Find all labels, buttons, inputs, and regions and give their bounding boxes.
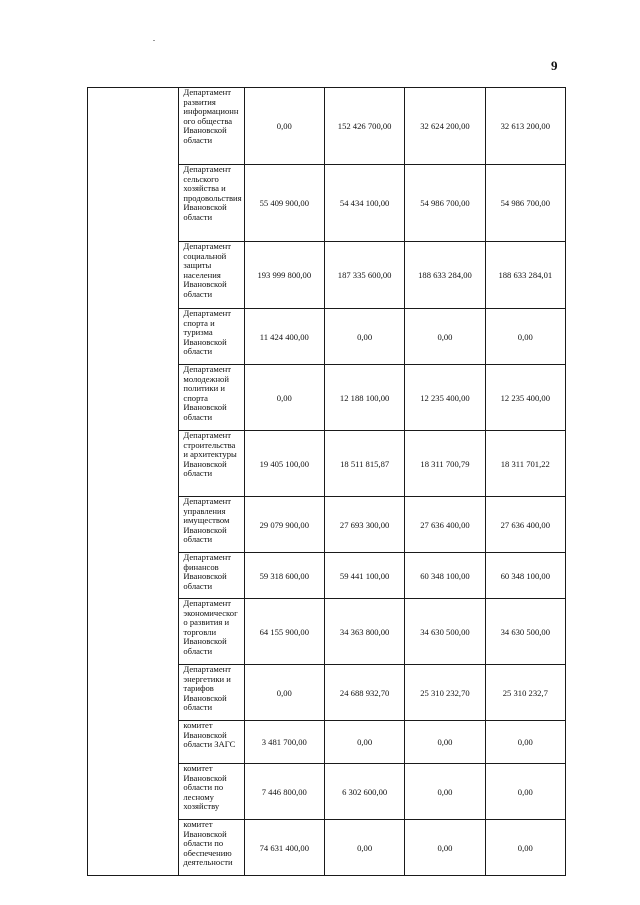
org-name-cell: Департамент спорта и туризма Ивановской области [179, 309, 244, 365]
value-cell: 18 511 815,87 [324, 431, 404, 497]
value-cell: 0,00 [405, 820, 485, 876]
org-name-cell: Департамент энергетики и тарифов Ивановской области [179, 665, 244, 721]
org-name-cell: комитет Ивановской области по обеспечению деятельности [179, 820, 244, 876]
value-cell: 18 311 700,79 [405, 431, 485, 497]
value-cell: 187 335 600,00 [324, 242, 404, 309]
value-cell: 12 235 400,00 [485, 365, 565, 431]
value-cell: 60 348 100,00 [405, 553, 485, 599]
value-cell: 55 409 900,00 [244, 165, 324, 242]
table-row [88, 88, 566, 165]
org-name-cell: комитет Ивановской области ЗАГС [179, 721, 244, 764]
org-name-cell: комитет Ивановской области по лесному хозяйству [179, 764, 244, 820]
value-cell: 0,00 [405, 721, 485, 764]
value-cell: 54 986 700,00 [405, 165, 485, 242]
value-cell: 193 999 800,00 [244, 242, 324, 309]
org-name-cell: Департамент управления имуществом Ивановской области [179, 497, 244, 553]
value-cell: 0,00 [244, 665, 324, 721]
org-name-cell: Департамент молодежной политики и спорта Ивановской области [179, 365, 244, 431]
value-cell: 60 348 100,00 [485, 553, 565, 599]
value-cell: 0,00 [485, 721, 565, 764]
value-cell: 12 188 100,00 [324, 365, 404, 431]
value-cell: 27 636 400,00 [485, 497, 565, 553]
value-cell: 34 630 500,00 [485, 599, 565, 665]
value-cell: 54 434 100,00 [324, 165, 404, 242]
merged-blank-cell [88, 88, 179, 876]
value-cell: 0,00 [485, 764, 565, 820]
value-cell: 0,00 [324, 309, 404, 365]
page-number: 9 [551, 58, 558, 73]
value-cell: 0,00 [405, 309, 485, 365]
value-cell: 27 693 300,00 [324, 497, 404, 553]
value-cell: 59 441 100,00 [324, 553, 404, 599]
value-cell: 0,00 [244, 365, 324, 431]
value-cell: 19 405 100,00 [244, 431, 324, 497]
org-name-cell: Департамент сельского хозяйства и продовольствия Ивановской области [179, 165, 244, 242]
value-cell: 34 630 500,00 [405, 599, 485, 665]
org-name-cell: Департамент строительства и архитектуры Ивановской области [179, 431, 244, 497]
value-cell: 24 688 932,70 [324, 665, 404, 721]
value-cell: 7 446 800,00 [244, 764, 324, 820]
value-cell: 54 986 700,00 [485, 165, 565, 242]
value-cell: 18 311 701,22 [485, 431, 565, 497]
value-cell: 34 363 800,00 [324, 599, 404, 665]
value-cell: 11 424 400,00 [244, 309, 324, 365]
value-cell: 74 631 400,00 [244, 820, 324, 876]
value-cell: 188 633 284,01 [485, 242, 565, 309]
budget-table [87, 87, 566, 876]
org-name-cell: Департамент социальной защиты населения Ивановской области [179, 242, 244, 309]
value-cell: 0,00 [244, 88, 324, 165]
org-name-cell: Департамент экономического развития и торговли Ивановской области [179, 599, 244, 665]
scan-speck [153, 40, 155, 41]
value-cell: 0,00 [405, 764, 485, 820]
value-cell: 59 318 600,00 [244, 553, 324, 599]
value-cell: 0,00 [485, 309, 565, 365]
budget-table-body [88, 88, 566, 876]
value-cell: 27 636 400,00 [405, 497, 485, 553]
org-name-cell: Департамент развития информационного общества Ивановской области [179, 88, 244, 165]
value-cell: 25 310 232,7 [485, 665, 565, 721]
value-cell: 0,00 [324, 721, 404, 764]
org-name-cell: Департамент финансов Ивановской области [179, 553, 244, 599]
value-cell: 32 613 200,00 [485, 88, 565, 165]
value-cell: 32 624 200,00 [405, 88, 485, 165]
value-cell: 6 302 600,00 [324, 764, 404, 820]
value-cell: 0,00 [324, 820, 404, 876]
value-cell: 29 079 900,00 [244, 497, 324, 553]
value-cell: 3 481 700,00 [244, 721, 324, 764]
value-cell: 64 155 900,00 [244, 599, 324, 665]
value-cell: 152 426 700,00 [324, 88, 404, 165]
value-cell: 12 235 400,00 [405, 365, 485, 431]
value-cell: 25 310 232,70 [405, 665, 485, 721]
value-cell: 188 633 284,00 [405, 242, 485, 309]
value-cell: 0,00 [485, 820, 565, 876]
